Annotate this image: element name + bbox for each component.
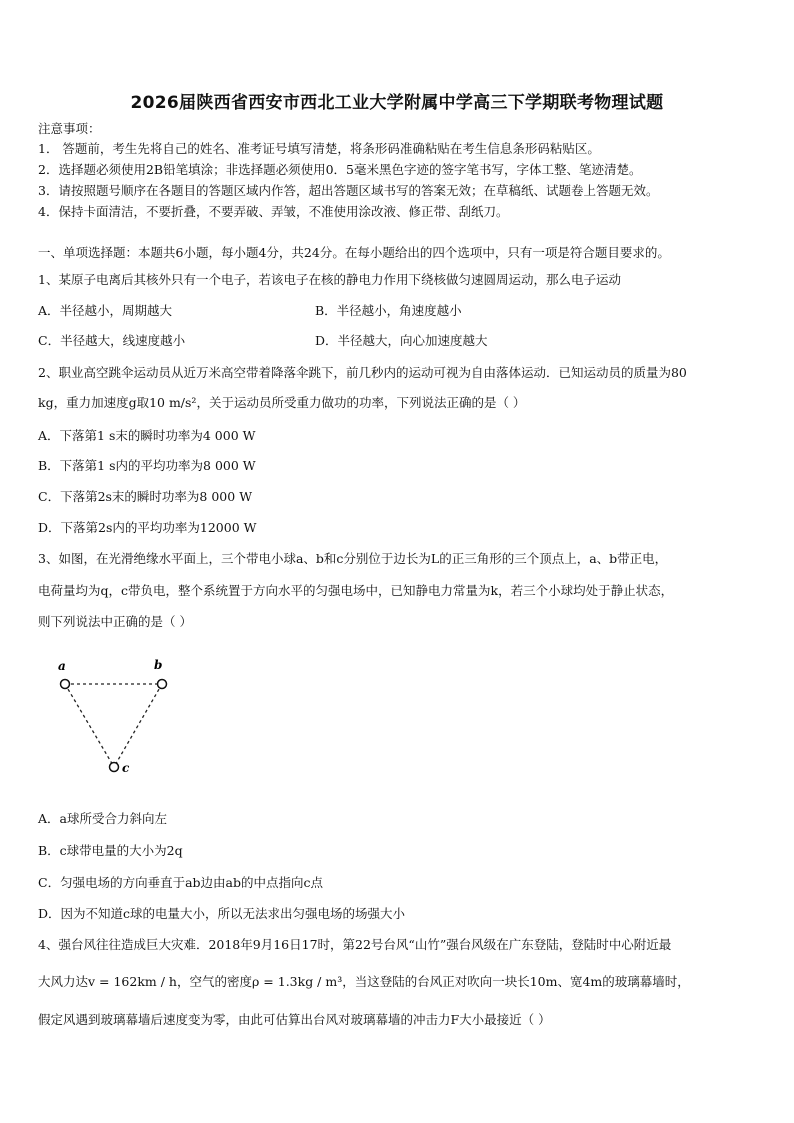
notice-item: 3．请按照题号顺序在各题目的答题区域内作答，超出答题区域书写的答案无效；在草稿纸、试题卷上答题无效。 xyxy=(38,183,659,198)
edge-bc xyxy=(114,684,162,767)
q3-option-c: C．匀强电场的方向垂直于ab边由ab的中点指向c点 xyxy=(38,875,323,890)
section-heading: 一、单项选择题：本题共6小题，每小题4分，共24分。在每小题给出的四个选项中，只有一项是符合题目要求的。 xyxy=(38,245,670,260)
q3-option-d: D．因为不知道c球的电量大小，所以无法求出匀强电场的场强大小 xyxy=(38,906,406,921)
ball-b xyxy=(158,680,167,689)
label-b: b xyxy=(154,658,163,672)
question-3-stem-cont: 电荷量均为q，c带负电，整个系统置于方向水平的匀强电场中，已知静电力常量为k，若三个小球均处于静止状态， xyxy=(38,583,674,598)
ball-a xyxy=(61,680,70,689)
question-3-stem-end: 则下列说法中正确的是（ ） xyxy=(38,614,192,629)
question-4-stem-cont: 大风力达v = 162km / h，空气的密度ρ = 1.3kg / m³，当这登陆的台风正对吹向一块长10m、宽4m的玻璃幕墙时， xyxy=(38,974,690,989)
q2-option-a: A．下落第1 s末的瞬时功率为4 000 W xyxy=(38,428,256,443)
question-3-stem: 3、如图，在光滑绝缘水平面上，三个带电小球a、b和c分别位于边长为L的正三角形的三个顶点上，a、b带正电， xyxy=(38,551,668,566)
q2-option-d: D．下落第2s内的平均功率为12000 W xyxy=(38,520,257,535)
question-4-stem: 4、强台风往往造成巨大灾难．2018年9月16日17时，第22号台风“山竹”强台风级在广东登陆，登陆时中心附近最 xyxy=(38,937,672,952)
notice-heading: 注意事项： xyxy=(38,121,101,136)
ball-c xyxy=(110,763,119,772)
page-title: 2026届陕西省西安市西北工业大学附属中学高三下学期联考物理试题 xyxy=(130,93,664,113)
question-4-stem-end: 假定风遇到玻璃幕墙后速度变为零，由此可估算出台风对玻璃幕墙的冲击力F大小最接近（ ） xyxy=(38,1012,551,1027)
q1-option-c: C．半径越大，线速度越小 xyxy=(38,333,186,348)
edge-ac xyxy=(65,684,114,767)
q1-option-d: D．半径越大，向心加速度越大 xyxy=(315,333,488,348)
label-c: c xyxy=(122,761,130,775)
notice-item: 4．保持卡面清洁，不要折叠，不要弄破、弄皱，不准使用涂改液、修正带、刮纸刀。 xyxy=(38,204,509,219)
q2-option-b: B．下落第1 s内的平均功率为8 000 W xyxy=(38,458,256,473)
triangle-figure xyxy=(52,655,182,780)
notice-item: 2．选择题必须使用2B铅笔填涂；非选择题必须使用0．5毫米黑色字迹的签字笔书写，字体工整、笔迹清楚。 xyxy=(38,162,642,177)
label-a: a xyxy=(58,659,66,673)
q3-option-b: B．c球带电量的大小为2q xyxy=(38,843,183,858)
question-2-stem: 2、职业高空跳伞运动员从近万米高空带着降落伞跳下，前几秒内的运动可视为自由落体运动．已知运动员的质量为80 xyxy=(38,365,687,380)
notice-item: 1． 答题前，考生先将自己的姓名、准考证号填写清楚，将条形码准确粘贴在考生信息条形码粘贴区。 xyxy=(38,141,600,156)
q2-option-c: C．下落第2s末的瞬时功率为8 000 W xyxy=(38,489,253,504)
q1-option-b: B．半径越小，角速度越小 xyxy=(315,303,462,318)
question-2-stem-cont: kg，重力加速度g取10 m/s²，关于运动员所受重力做功的功率，下列说法正确的是（ ） xyxy=(38,395,526,410)
q1-option-a: A．半径越小，周期越大 xyxy=(38,303,173,318)
question-1-stem: 1、某原子电离后其核外只有一个电子，若该电子在核的静电力作用下绕核做匀速圆周运动，那么电子运动 xyxy=(38,272,621,287)
q3-option-a: A．a球所受合力斜向左 xyxy=(38,811,167,826)
